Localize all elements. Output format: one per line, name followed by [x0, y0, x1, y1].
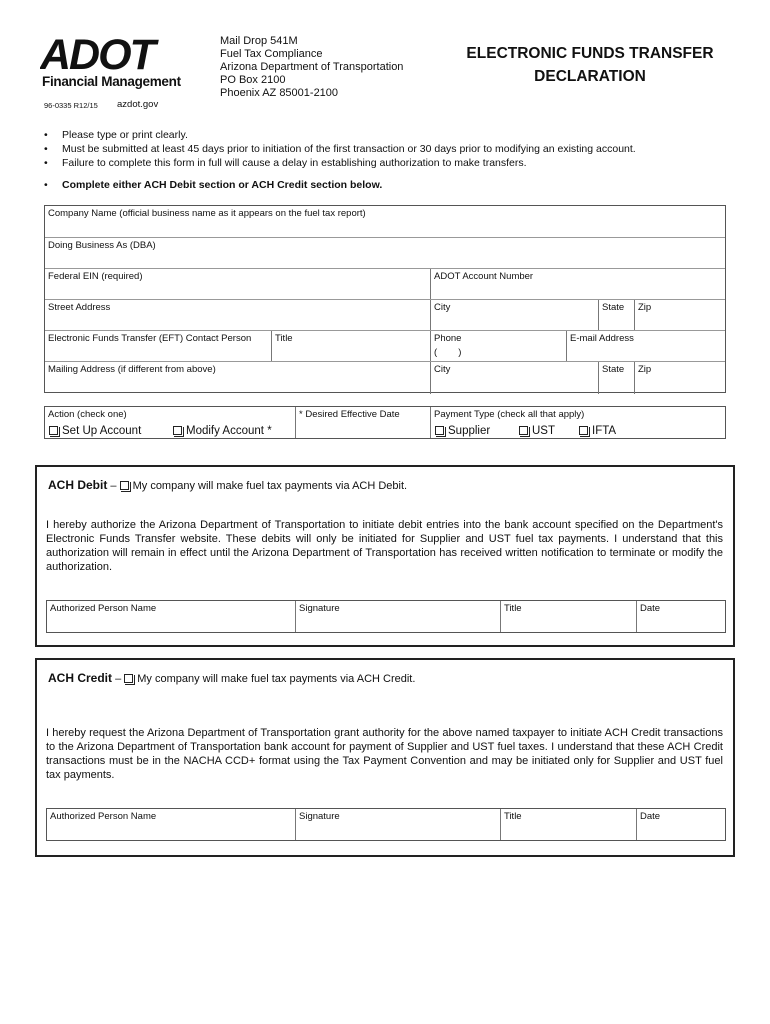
ein-field[interactable]: Federal EIN (required)	[48, 271, 143, 282]
adot-account-field[interactable]: ADOT Account Number	[430, 269, 725, 299]
state-field[interactable]: State	[598, 300, 634, 330]
title-line-2: DECLARATION	[534, 68, 646, 85]
list-item: • Must be submitted at least 45 days prior to initiation of the first transaction or 30 days prior to modifying an existing account.	[44, 143, 636, 155]
mailing-city-field[interactable]: City	[430, 362, 598, 394]
phone-field[interactable]: Phone ( )	[430, 331, 566, 361]
credit-date-field[interactable]: Date	[636, 809, 725, 840]
mailing-address-field[interactable]: Mailing Address (if different from above)	[48, 364, 216, 375]
modify-account-checkbox[interactable]: Modify Account *	[173, 425, 272, 437]
ust-checkbox[interactable]: UST	[519, 425, 555, 437]
title-line-1: ELECTRONIC FUNDS TRANSFER	[466, 45, 714, 62]
instruction-bold: • Complete either ACH Debit section or ACH Credit section below.	[44, 179, 383, 191]
address-line: Fuel Tax Compliance	[220, 48, 323, 60]
checkbox-icon	[519, 426, 528, 435]
credit-signature-field[interactable]: Signature	[295, 809, 500, 840]
ach-credit-section	[35, 658, 735, 857]
ach-credit-checkbox[interactable]	[124, 674, 133, 683]
ach-debit-heading: ACH Debit – My company will make fuel tax payments via ACH Debit.	[48, 478, 408, 492]
address-line: Arizona Department of Transportation	[220, 61, 404, 73]
debit-title-field[interactable]: Title	[500, 601, 636, 632]
form-title	[440, 42, 740, 88]
checkbox-icon	[579, 426, 588, 435]
ach-credit-heading: ACH Credit – My company will make fuel tax payments via ACH Credit.	[48, 671, 416, 685]
payment-type-field: Payment Type (check all that apply) Supplier UST IFTA	[430, 407, 725, 438]
mailing-state-field[interactable]: State	[598, 362, 634, 394]
supplier-checkbox[interactable]: Supplier	[435, 425, 490, 437]
city-field[interactable]: City	[430, 300, 598, 330]
effective-date-field[interactable]: * Desired Effective Date	[295, 407, 430, 438]
address-line: PO Box 2100	[220, 74, 286, 86]
dba-field[interactable]: Doing Business As (DBA)	[48, 240, 156, 251]
address-line: Mail Drop 541M	[220, 35, 298, 47]
zip-field[interactable]: Zip	[634, 300, 725, 330]
ach-debit-authorization-text: I hereby authorize the Arizona Department of Transportation to initiate debit entries into the bank account specified on the Department's Electronic Funds Transfer website. These debits will only be initiated for Supplier and UST fuel tax payments. I understand that this authorization will remain in effect until the Arizona Department of Transportation has received written notification to terminate or modify the authorization.	[46, 519, 723, 573]
action-grid	[44, 406, 726, 439]
ach-debit-section	[35, 465, 735, 647]
debit-signature-field[interactable]: Signature	[295, 601, 500, 632]
mailing-address-block	[220, 35, 403, 100]
ach-credit-signature-row	[46, 808, 726, 841]
instructions-list	[44, 128, 636, 170]
list-item: • Please type or print clearly.	[44, 129, 188, 141]
ach-debit-checkbox[interactable]	[120, 481, 129, 490]
debit-date-field[interactable]: Date	[636, 601, 725, 632]
address-line: Phoenix AZ 85001-2100	[220, 87, 339, 99]
logo-wordmark: ADOT	[40, 36, 154, 72]
credit-title-field[interactable]: Title	[500, 809, 636, 840]
setup-account-checkbox[interactable]: Set Up Account	[49, 425, 141, 437]
ach-debit-signature-row	[46, 600, 726, 633]
ifta-checkbox[interactable]: IFTA	[579, 425, 616, 437]
list-item: • Failure to complete this form in full will cause a delay in establishing authorization to make transfers.	[44, 157, 527, 169]
email-field[interactable]: E-mail Address	[566, 331, 725, 361]
checkbox-icon	[173, 426, 182, 435]
adot-logo-mark	[40, 36, 190, 72]
action-field: Action (check one) Set Up Account Modify Account *	[48, 409, 272, 437]
contact-title-field[interactable]: Title	[271, 331, 430, 361]
debit-authorized-name-field[interactable]: Authorized Person Name	[50, 603, 157, 614]
form-number: 96-0335 R12/15	[44, 101, 98, 110]
checkbox-icon	[49, 426, 58, 435]
company-info-grid	[44, 205, 726, 393]
credit-authorized-name-field[interactable]: Authorized Person Name	[50, 811, 157, 822]
checkbox-icon	[435, 426, 444, 435]
adot-logo	[40, 36, 190, 89]
website-link[interactable]: azdot.gov	[117, 99, 159, 110]
logo-subtitle: Financial Management	[42, 74, 181, 89]
ach-credit-authorization-text: I hereby request the Arizona Department of Transportation grant authority for the above named taxpayer to initiate ACH Credit transactions to the Arizona Department of Transportation bank account for payment of Supplier and UST fuel taxes. I understand that these ACH Credit transactions must be in the NACHA CCD+ format using the Tax Payment Convention and may be initiated only for Supplier and UST fuel tax payments.	[46, 727, 723, 781]
company-name-field[interactable]: Company Name (official business name as it appears on the fuel tax report)	[48, 208, 366, 219]
mailing-zip-field[interactable]: Zip	[634, 362, 725, 394]
eft-contact-field[interactable]: Electronic Funds Transfer (EFT) Contact Person	[48, 333, 252, 344]
street-address-field[interactable]: Street Address	[48, 302, 111, 313]
